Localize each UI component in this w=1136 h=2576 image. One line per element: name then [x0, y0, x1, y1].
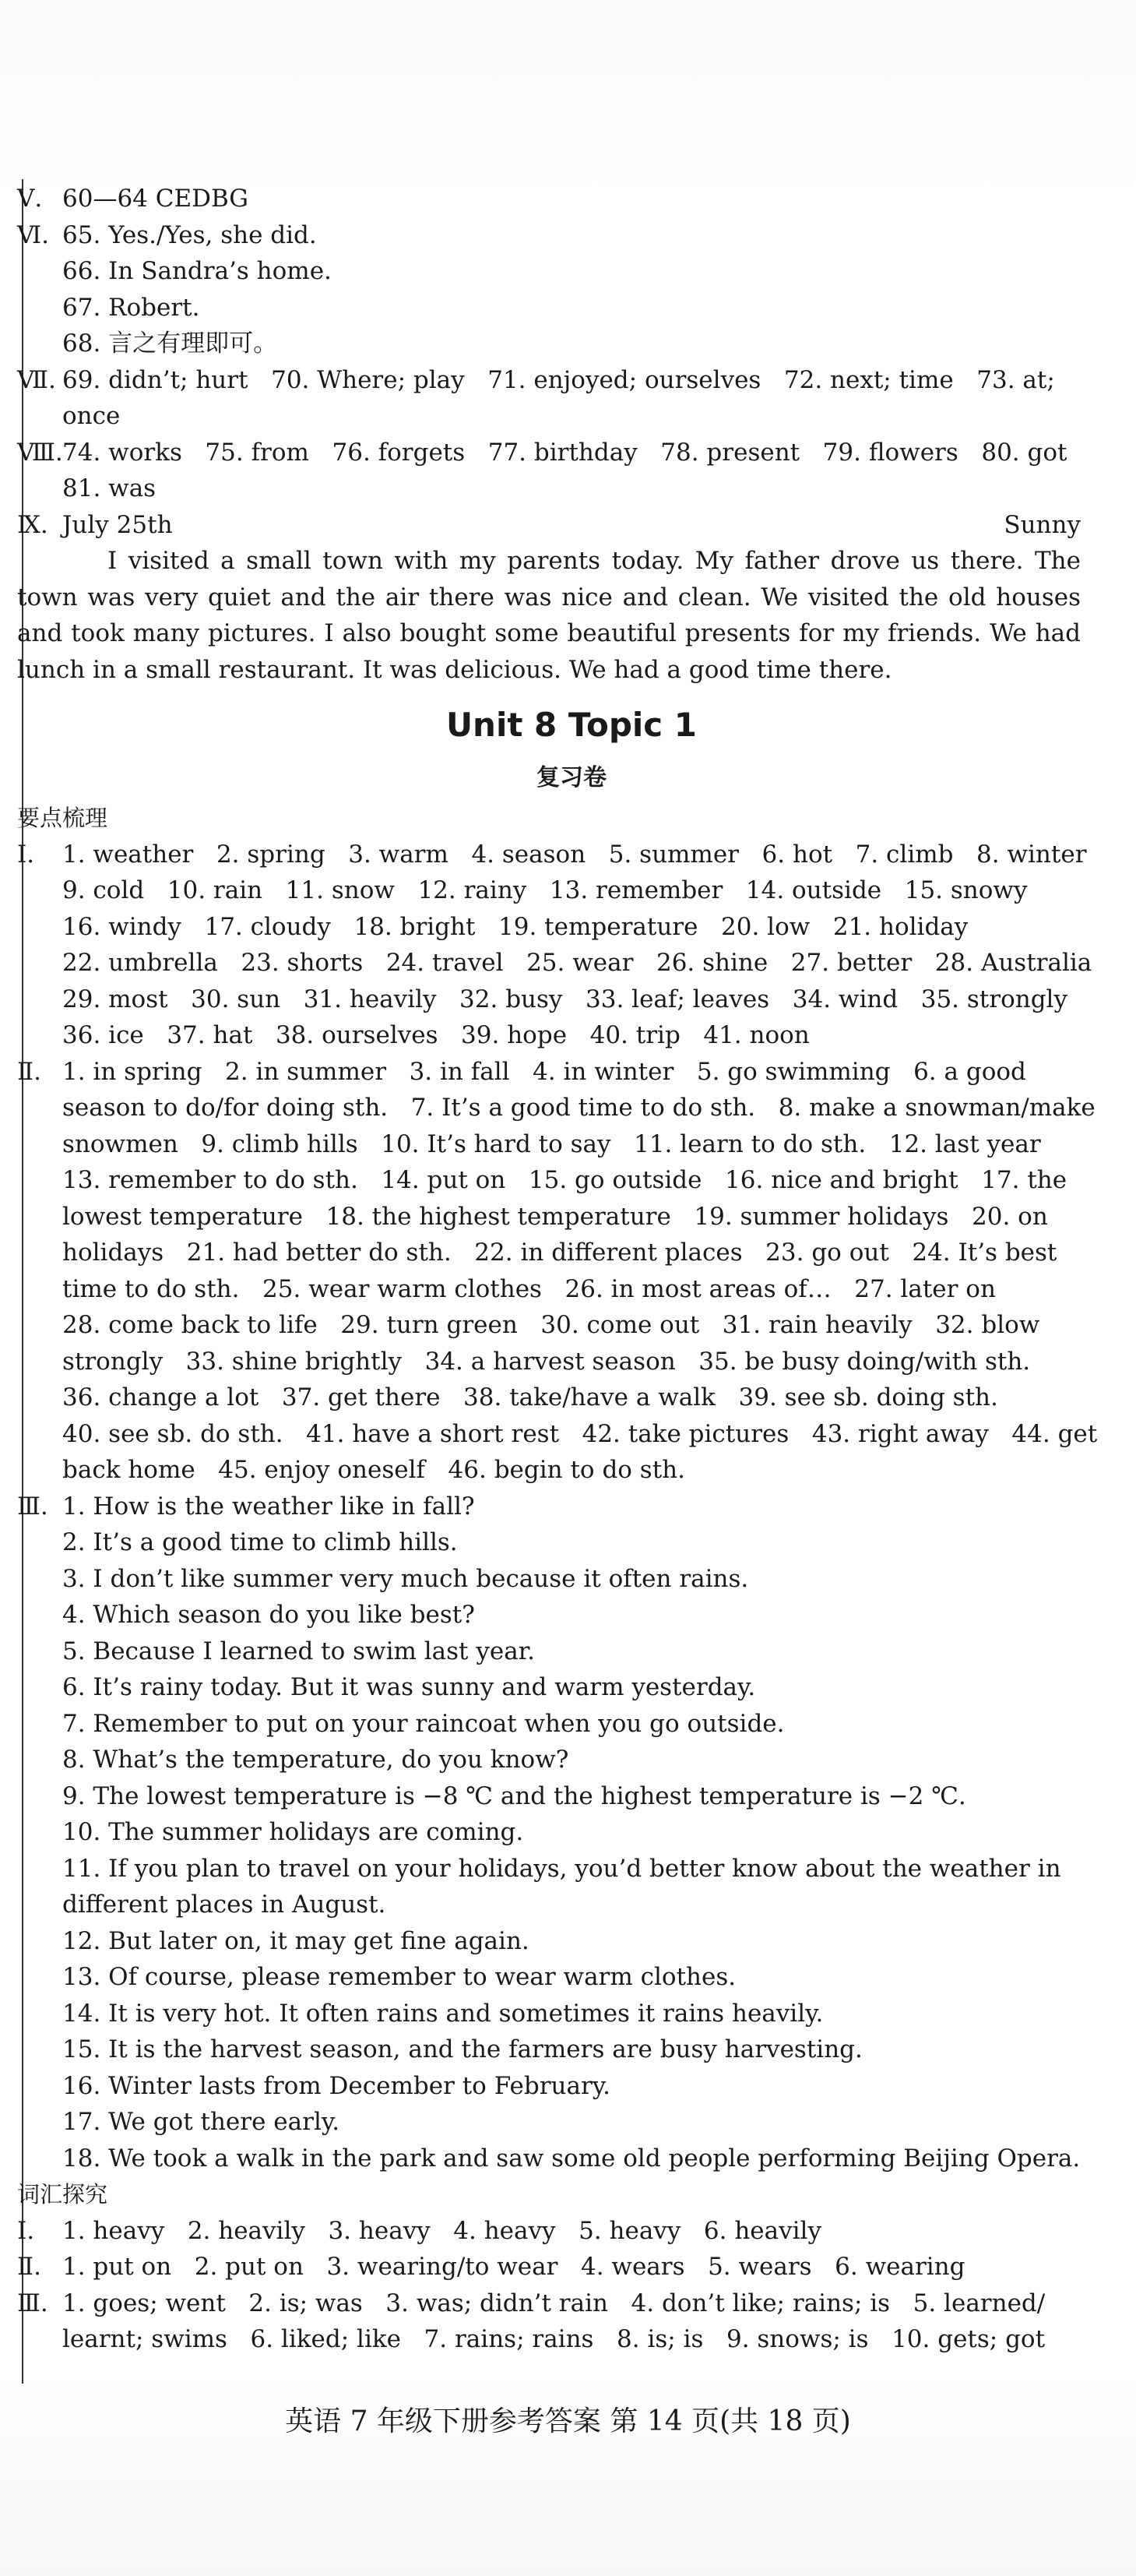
answer-line — [17, 1706, 1081, 1743]
answer-line — [17, 435, 1081, 471]
answer-section — [17, 2285, 1081, 2358]
answer-line — [17, 290, 1081, 326]
answer-section — [17, 1489, 1081, 2177]
answer-line — [17, 1778, 1081, 1815]
answer-line — [17, 1489, 1081, 1525]
answer-text: 8. What’s the temperature, do you know? — [62, 1746, 569, 1774]
vocab-sections — [17, 2213, 1081, 2358]
answer-text: 66. In Sandra’s home. — [62, 257, 332, 285]
answer-line — [17, 2141, 1081, 2177]
answer-line — [17, 945, 1092, 981]
section-label: Ⅲ. — [17, 1492, 48, 1521]
answer-line — [17, 2032, 1081, 2068]
answer-text: different places in August. — [62, 1891, 386, 1919]
answer-line — [17, 1054, 1081, 1091]
answer-text: 18. We took a walk in the park and saw some old people performing Beijing Opera. — [62, 2144, 1081, 2173]
answer-text: strongly 33. shine brightly 34. a harvest season 35. be busy doing/with sth. — [62, 1347, 1031, 1376]
writing-header — [17, 507, 1081, 544]
answer-line — [17, 253, 1081, 290]
answer-line — [17, 1597, 1081, 1633]
section-label: Ⅱ. — [17, 1057, 41, 1086]
answer-line — [17, 1452, 1081, 1489]
answer-section — [17, 2213, 1081, 2250]
answer-text: 13. Of course, please remember to wear warm clothes. — [62, 1963, 737, 1991]
answer-text: 1. in spring 2. in summer 3. in fall 4. in winter 5. go swimming 6. a good — [62, 1057, 1026, 1086]
answer-text: 15. It is the harvest season, and the farmers are busy harvesting. — [62, 2035, 863, 2063]
answer-line — [17, 1669, 1081, 1706]
answer-text: 1. goes; went 2. is; was 3. was; didn’t rain 4. don’t like; rains; is 5. learned/ — [62, 2289, 1046, 2317]
writing-weather: Sunny — [1004, 510, 1081, 539]
answer-text: 36. change a lot 37. get there 38. take/have a walk 39. see sb. doing sth. — [62, 1383, 998, 1411]
answer-line — [17, 470, 1081, 507]
answer-line — [17, 872, 1081, 909]
answer-line — [17, 1742, 1081, 1778]
answer-text: 13. remember to do sth. 14. put on 15. go outside 16. nice and bright 17. the — [62, 1166, 1067, 1194]
answer-text: 9. cold 10. rain 11. snow 12. rainy 13. remember 14. outside 15. snowy — [62, 876, 1028, 904]
answer-text: snowmen 9. climb hills 10. It’s hard to say 11. learn to do sth. 12. last year — [62, 1129, 1041, 1158]
answer-text: 10. The summer holidays are coming. — [62, 1818, 524, 1846]
answer-section — [17, 1054, 1098, 1489]
answer-line — [17, 981, 1081, 1018]
answer-line — [17, 1561, 1081, 1598]
answer-text: 28. come back to life 29. turn green 30. come out 31. rain heavily 32. blow — [62, 1311, 1040, 1339]
answer-text: once — [62, 402, 121, 430]
answer-line — [17, 2321, 1081, 2358]
answer-line — [17, 2285, 1081, 2322]
section-label: Ⅷ. — [17, 438, 63, 467]
answer-section — [17, 2249, 1081, 2285]
answer-section — [17, 837, 1092, 1054]
writing-paragraph: I visited a small town with my parents today. My father drove us there. The town was very quiet and the air there was nice and clean. We visited the old houses and took many pictures. I also bought some beautiful presents for my friends. We had lunch in a small restaurant. It was delicious. We had a good time there. — [17, 547, 1081, 684]
answer-line — [17, 1235, 1081, 1271]
answer-line — [17, 1996, 1081, 2032]
answer-text: 16. windy 17. cloudy 18. bright 19. temperature 20. low 21. holiday — [62, 912, 969, 941]
answer-line — [17, 909, 1081, 946]
answer-line — [17, 1416, 1098, 1453]
answer-line — [17, 1814, 1081, 1851]
section-label: Ⅴ. — [17, 185, 43, 213]
answer-text: 36. ice 37. hat 38. ourselves 39. hope 40. trip 41. noon — [62, 1021, 810, 1049]
answer-text: 11. If you plan to travel on your holidays, you’d better know about the weather in — [62, 1854, 1061, 1883]
answer-text: 65. Yes./Yes, she did. — [62, 220, 317, 249]
answer-line — [17, 837, 1087, 873]
answer-text: 67. Robert. — [62, 293, 200, 322]
answer-line — [17, 1017, 1081, 1054]
answer-text: lowest temperature 18. the highest temperature 19. summer holidays 20. on — [62, 1202, 1048, 1231]
key-sections — [17, 837, 1098, 2177]
answer-section — [17, 435, 1081, 507]
answer-line — [17, 2104, 1081, 2141]
section-label: Ⅶ. — [17, 365, 56, 394]
answer-line — [17, 1923, 1081, 1960]
answer-text: 81. was — [62, 474, 157, 502]
answer-text: 5. Because I learned to swim last year. — [62, 1637, 535, 1665]
top-sections — [17, 181, 1081, 507]
answer-text: 68. 言之有理即可。 — [62, 329, 278, 358]
answer-text: 40. see sb. do sth. 41. have a short rest 42. take pictures 43. right away 44. get — [62, 1419, 1098, 1448]
answer-line — [17, 1887, 1081, 1923]
answer-line — [17, 1199, 1081, 1235]
answer-line — [17, 326, 1081, 362]
answer-line — [17, 1633, 1081, 1670]
review-title: 复习卷 — [536, 764, 607, 791]
answer-line — [17, 2068, 1081, 2105]
answer-text: 12. But later on, it may get fine again. — [62, 1926, 529, 1955]
vocab-head: 词汇探究 — [17, 2181, 108, 2208]
answer-content — [17, 181, 1098, 2358]
answer-text: 2. It’s a good time to climb hills. — [62, 1528, 458, 1556]
answer-text: 3. I don’t like summer very much because it often rains. — [62, 1564, 749, 1593]
answer-line — [17, 1307, 1081, 1344]
answer-line — [17, 2213, 1081, 2250]
answer-text: 60—64 CEDBG — [62, 185, 249, 213]
answer-line — [17, 1344, 1081, 1380]
answer-text: 1. heavy 2. heavily 3. heavy 4. heavy 5. heavy 6. heavily — [62, 2216, 821, 2245]
answer-text: 74. works 75. from 76. forgets 77. birthday 78. present 79. flowers 80. got — [62, 438, 1067, 467]
answer-line — [17, 217, 1081, 254]
answer-text: 7. Remember to put on your raincoat when you go outside. — [62, 1709, 785, 1738]
answer-text: 1. weather 2. spring 3. warm 4. season 5. summer 6. hot 7. climb 8. winter — [62, 840, 1087, 869]
answer-text: learnt; swims 6. liked; like 7. rains; rains 8. is; is 9. snows; is 10. gets; got — [62, 2325, 1046, 2353]
unit-title: Unit 8 Topic 1 — [445, 706, 698, 744]
answer-line — [17, 1380, 1081, 1416]
answer-text: 16. Winter lasts from December to February. — [62, 2071, 611, 2100]
answer-line — [17, 362, 1081, 399]
answer-line — [17, 398, 1081, 435]
answer-text: 17. We got there early. — [62, 2108, 340, 2136]
answer-text: 1. put on 2. put on 3. wearing/to wear 4. wears 5. wears 6. wearing — [62, 2253, 965, 2281]
section-label: Ⅵ. — [17, 220, 50, 249]
section-label: Ⅱ. — [17, 2253, 41, 2281]
writing-section — [17, 507, 1081, 689]
answer-text: 14. It is very hot. It often rains and sometimes it rains heavily. — [62, 1999, 824, 2028]
answer-line — [17, 1271, 1081, 1308]
writing-date: July 25th — [62, 510, 173, 539]
section-label: Ⅰ. — [17, 2216, 35, 2245]
answer-line — [17, 2249, 1081, 2285]
answer-line — [17, 1126, 1081, 1163]
answer-line — [17, 1162, 1081, 1199]
answer-line — [17, 1090, 1096, 1126]
answer-section — [17, 181, 1081, 217]
answer-text: 6. It’s rainy today. But it was sunny and warm yesterday. — [62, 1673, 756, 1701]
answer-line — [17, 1959, 1081, 1996]
answer-text: time to do sth. 25. wear warm clothes 26. in most areas of… 27. later on — [62, 1274, 996, 1303]
answer-text: 69. didn’t; hurt 70. Where; play 71. enjoyed; ourselves 72. next; time 73. at; — [62, 365, 1055, 394]
answer-section — [17, 217, 1081, 362]
section-label: Ⅰ. — [17, 840, 35, 869]
answer-text: 1. How is the weather like in fall? — [62, 1492, 475, 1521]
answer-line — [17, 181, 1081, 217]
answer-text: 29. most 30. sun 31. heavily 32. busy 33. leaf; leaves 34. wind 35. strongly — [62, 985, 1067, 1013]
answer-text: 22. umbrella 23. shorts 24. travel 25. wear 26. shine 27. better 28. Australia — [62, 949, 1092, 977]
page-footer: 英语 7 年级下册参考答案 第 14 页(共 18 页) — [285, 2405, 851, 2437]
answer-section — [17, 362, 1081, 435]
answer-text: 4. Which season do you like best? — [62, 1601, 475, 1629]
answer-text: 9. The lowest temperature is −8 ℃ and the highest temperature is −2 ℃. — [62, 1781, 966, 1810]
answer-line — [17, 1851, 1081, 1887]
section-label: Ⅲ. — [17, 2289, 48, 2317]
answer-text: season to do/for doing sth. 7. It’s a good time to do sth. 8. make a snowman/make — [62, 1094, 1096, 1122]
section-label: Ⅸ. — [17, 510, 48, 539]
answer-text: back home 45. enjoy oneself 46. begin to do sth. — [62, 1456, 685, 1484]
answer-text: holidays 21. had better do sth. 22. in different places 23. go out 24. It’s best — [62, 1239, 1057, 1267]
key-points-head: 要点梳理 — [17, 805, 108, 831]
answer-line — [17, 1524, 1081, 1561]
